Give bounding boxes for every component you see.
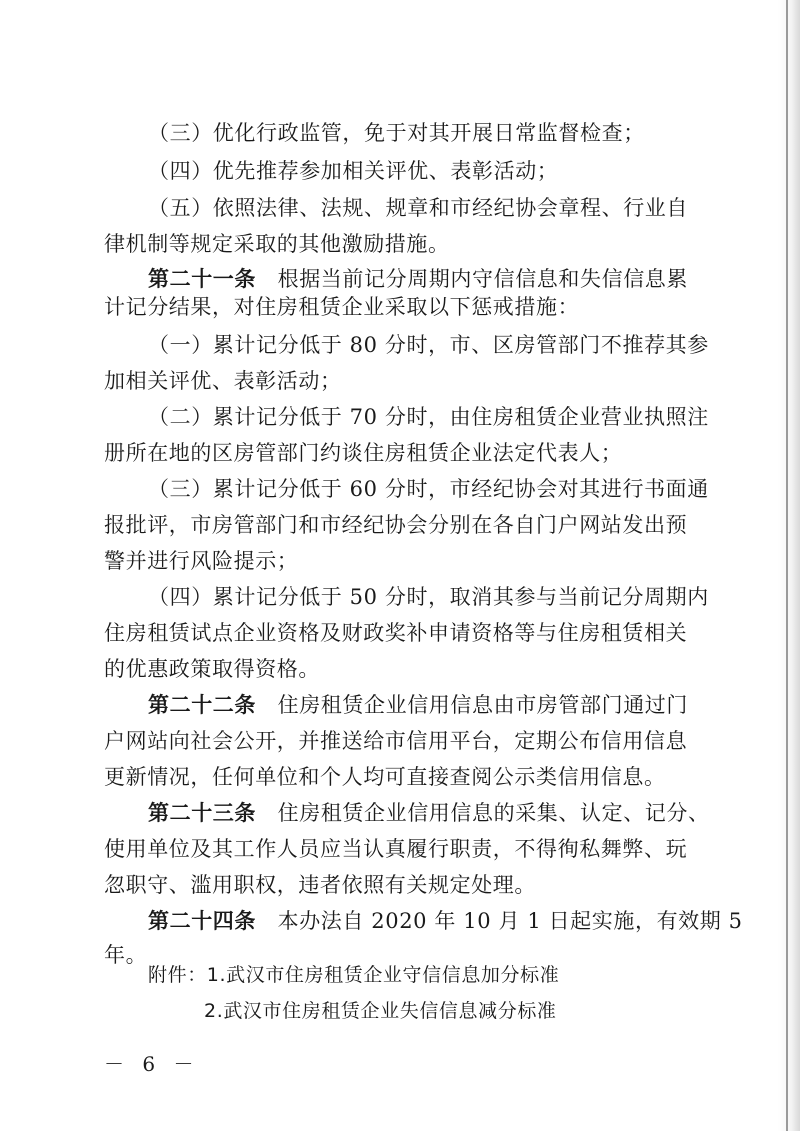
article-heading: 第二十三条 [148, 800, 256, 825]
paragraph-line: 册所在地的区房管部门约谈住房租赁企业法定代表人； [104, 441, 623, 465]
paragraph-line: （一）累计记分低于 80 分时，市、区房管部门不推荐其参 [148, 333, 709, 357]
article-23 [148, 798, 710, 828]
attachment-item-1: 附件：1.武汉市住房租赁企业守信信息加分标准 [148, 964, 560, 986]
scan-edge [778, 0, 800, 1131]
paragraph-line: 报批评，市房管部门和市经纪协会分别在各自门户网站发出预 [104, 513, 688, 537]
article-text: 住房租赁企业信用信息的采集、认定、记分、 [277, 801, 710, 825]
article-21 [148, 264, 688, 294]
paragraph-line: （五）依照法律、法规、规章和市经纪协会章程、行业自 [148, 196, 688, 220]
scan-edge-line [786, 0, 788, 1131]
paragraph-line: 更新情况，任何单位和个人均可直接查阅公示类信用信息。 [104, 765, 666, 789]
paragraph-line: 忽职守、滥用职权，违者依照有关规定处理。 [104, 873, 536, 897]
paragraph-line: 计记分结果，对住房租赁企业采取以下惩戒措施： [104, 295, 580, 319]
paragraph-line: 加相关评优、表彰活动； [104, 369, 342, 393]
article-22 [148, 690, 688, 720]
paragraph-line: 户网站向社会公开，并推送给市信用平台，定期公布信用信息 [104, 729, 688, 753]
paragraph-line: （三）优化行政监管，免于对其开展日常监督检查； [148, 121, 645, 145]
paragraph-line: （二）累计记分低于 70 分时，由住房租赁企业营业执照注 [148, 405, 709, 429]
paragraph-line: 警并进行风险提示； [104, 549, 299, 573]
paragraph-line: 使用单位及其工作人员应当认真履行职责，不得徇私舞弊、玩 [104, 837, 688, 861]
article-text: 根据当前记分周期内守信信息和失信信息累 [277, 267, 689, 291]
article-heading: 第二十一条 [148, 266, 256, 291]
paragraph-line: 律机制等规定采取的其他激励措施。 [104, 232, 450, 256]
paragraph-line: （三）累计记分低于 60 分时，市经纪协会对其进行书面通 [148, 477, 709, 501]
article-heading: 第二十二条 [148, 692, 256, 717]
article-text: 住房租赁企业信用信息由市房管部门通过门 [277, 693, 689, 717]
paragraph-line: 住房租赁试点企业资格及财政奖补申请资格等与住房租赁相关 [104, 621, 688, 645]
article-heading: 第二十四条 [148, 908, 256, 933]
paragraph-line: 的优惠政策取得资格。 [104, 657, 320, 681]
paragraph-line: 年。 [104, 943, 148, 967]
page-number: － 6 － [104, 1052, 200, 1076]
paragraph-line: （四）累计记分低于 50 分时，取消其参与当前记分周期内 [148, 585, 709, 609]
attachment-item-2: 2.武汉市住房租赁企业失信信息减分标准 [204, 1000, 557, 1022]
article-24 [148, 906, 743, 936]
paragraph-line: （四）优先推荐参加相关评优、表彰活动； [148, 159, 559, 183]
article-text: 本办法自 2020 年 10 月 1 日起实施，有效期 5 [277, 909, 743, 933]
